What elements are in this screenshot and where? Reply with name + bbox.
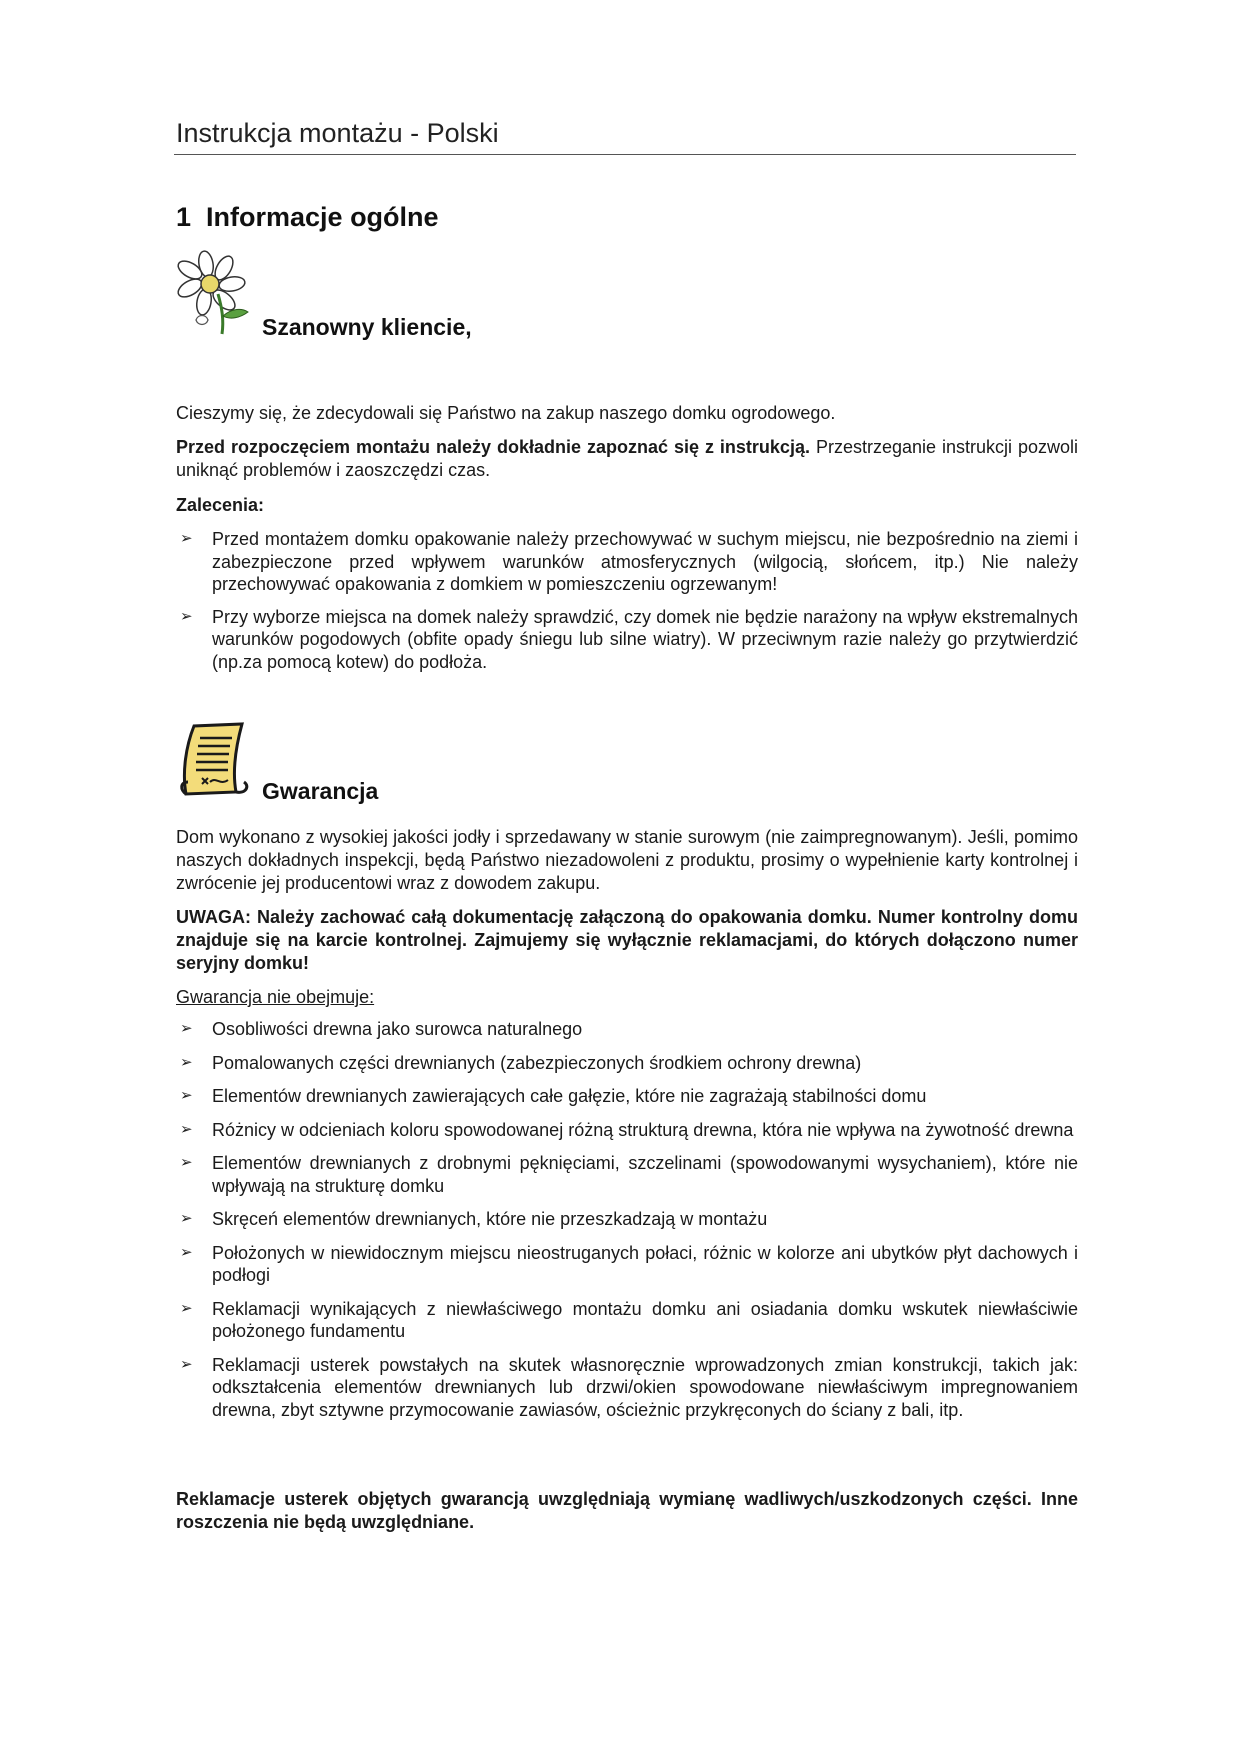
list-item: ➢ Położonych w niewidocznym miejscu nieostruganych połaci, różnic w kolorze ani ubytków płyt dachowych i podłogi: [180, 1242, 1078, 1285]
header-divider: [174, 154, 1076, 155]
exclusions-label: Gwarancja nie obejmuje:: [176, 987, 375, 1007]
list-item: ➢ Skręceń elementów drewnianych, które nie przeszkadzają w montażu: [180, 1209, 768, 1229]
list-item: ➢ Osobliwości drewna jako surowca naturalnego: [180, 1019, 583, 1039]
arrow-bullet-icon: ➢: [180, 607, 193, 625]
section-title: 1 Informacje ogólne: [176, 202, 439, 232]
arrow-bullet-icon: ➢: [180, 1120, 193, 1138]
arrow-bullet-icon: ➢: [180, 530, 193, 547]
list-item: ➢ Reklamacji wynikających z niewłaściwego montażu domku ani osiadania domku wskutek niewłaściwie położonego fundamentu: [180, 1298, 1078, 1341]
list-item: ➢ Elementów drewnianych zawierających całe gałęzie, które nie zagrażają stabilności domu: [180, 1086, 927, 1106]
list-item: ➢ Pomalowanych części drewnianych (zabezpieczonych środkiem ochrony drewna): [180, 1052, 862, 1073]
intro-paragraph: Cieszymy się, że zdecydowali się Państwo na zakup naszego domku ogrodowego.: [176, 403, 836, 423]
greeting-heading: Szanowny kliencie,: [262, 314, 472, 340]
list-item: ➢ Przy wyborze miejsca na domek należy sprawdzić, czy domek nie będzie narażony na wpływ ekstremalnych warunków pogodowych (obfite opady śniegu lub silne wiatry). W przeciwnym razie należy go przytwierdzić (np.za pomocą kotew) do podłoża.: [180, 606, 1078, 672]
list-item: ➢ Różnicy w odcieniach koloru spowodowanej różną strukturą drewna, która nie wpływa na żywotność drewna: [180, 1119, 1074, 1140]
arrow-bullet-icon: ➢: [180, 1087, 193, 1104]
instruction-rest: Przestrzeganie instrukcji pozwoli uniknąć problemów i zaoszczędzi czas.: [176, 437, 1078, 480]
list-item: ➢ Przed montażem domku opakowanie należy przechowywać w suchym miejscu, nie bezpośrednio na ziemi i zabezpieczone przed wpływem warunków atmosferycznych (wilgocią, słońcem, itp.) Nie należy przechowywać opakowania z domkiem w pomieszczeniu ogrzewanym!: [180, 529, 1078, 594]
arrow-bullet-icon: ➢: [180, 1154, 193, 1171]
arrow-bullet-icon: ➢: [180, 1210, 193, 1227]
arrow-bullet-icon: ➢: [180, 1053, 193, 1071]
warranty-notice: UWAGA: Należy zachować całą dokumentację załączoną do opakowania domku. Numer kontrolny domu znajduje się na karcie kontrolnej. Zajmujemy się wyłącznie reklamacjami, do których dołączono numer seryjny domku!: [176, 907, 1078, 973]
arrow-bullet-icon: ➢: [180, 1020, 193, 1037]
warranty-heading: Gwarancja: [262, 778, 379, 804]
list-item: ➢ Reklamacji usterek powstałych na skutek własnoręcznie wprowadzonych zmian konstrukcji, takich jak: odkształcenia elementów drewnianych lub drzwi/okien spowodowane niewłaściwym impregnowaniem drewna, zbyt sztywne przymocowanie zawiasów, ościeżnic przykręconych do ściany z bali, itp.: [180, 1354, 1078, 1420]
exclusions-list: [176, 1018, 1078, 1421]
recommendations-label: Zalecenia:: [176, 495, 265, 515]
daisy-flower-icon: [174, 250, 258, 336]
arrow-bullet-icon: ➢: [180, 1243, 193, 1261]
page-header-title: Instrukcja montażu - Polski: [176, 118, 499, 148]
arrow-bullet-icon: ➢: [180, 1299, 193, 1317]
instruction-emphasis: Przed rozpoczęciem montażu należy dokładnie zapoznać się z instrukcją.: [176, 437, 810, 457]
warranty-closing: Reklamacje usterek objętych gwarancją uwzględniają wymianę wadliwych/uszkodzonych części. Inne roszczenia nie będą uwzględniane.: [176, 1489, 1078, 1532]
intro-instruction-paragraph: [176, 436, 1078, 482]
recommendations-list: [176, 528, 1078, 673]
warranty-paragraph: Dom wykonano z wysokiej jakości jodły i sprzedawany w stanie surowym (nie zaimpregnowanym). Jeśli, pomimo naszych dokładnych inspekcji, będą Państwo niezadowoleni z produktu, prosimy o wypełnienie karty kontrolnej i zwrócenie jej producentowi wraz z dowodem zakupu.: [176, 827, 1078, 893]
list-item: ➢ Elementów drewnianych z drobnymi pęknięciami, szczelinami (spowodowanymi wysychaniem), które nie wpływają na strukturę domku: [180, 1153, 1078, 1196]
document-scroll-icon: [176, 716, 260, 802]
arrow-bullet-icon: ➢: [180, 1355, 193, 1373]
